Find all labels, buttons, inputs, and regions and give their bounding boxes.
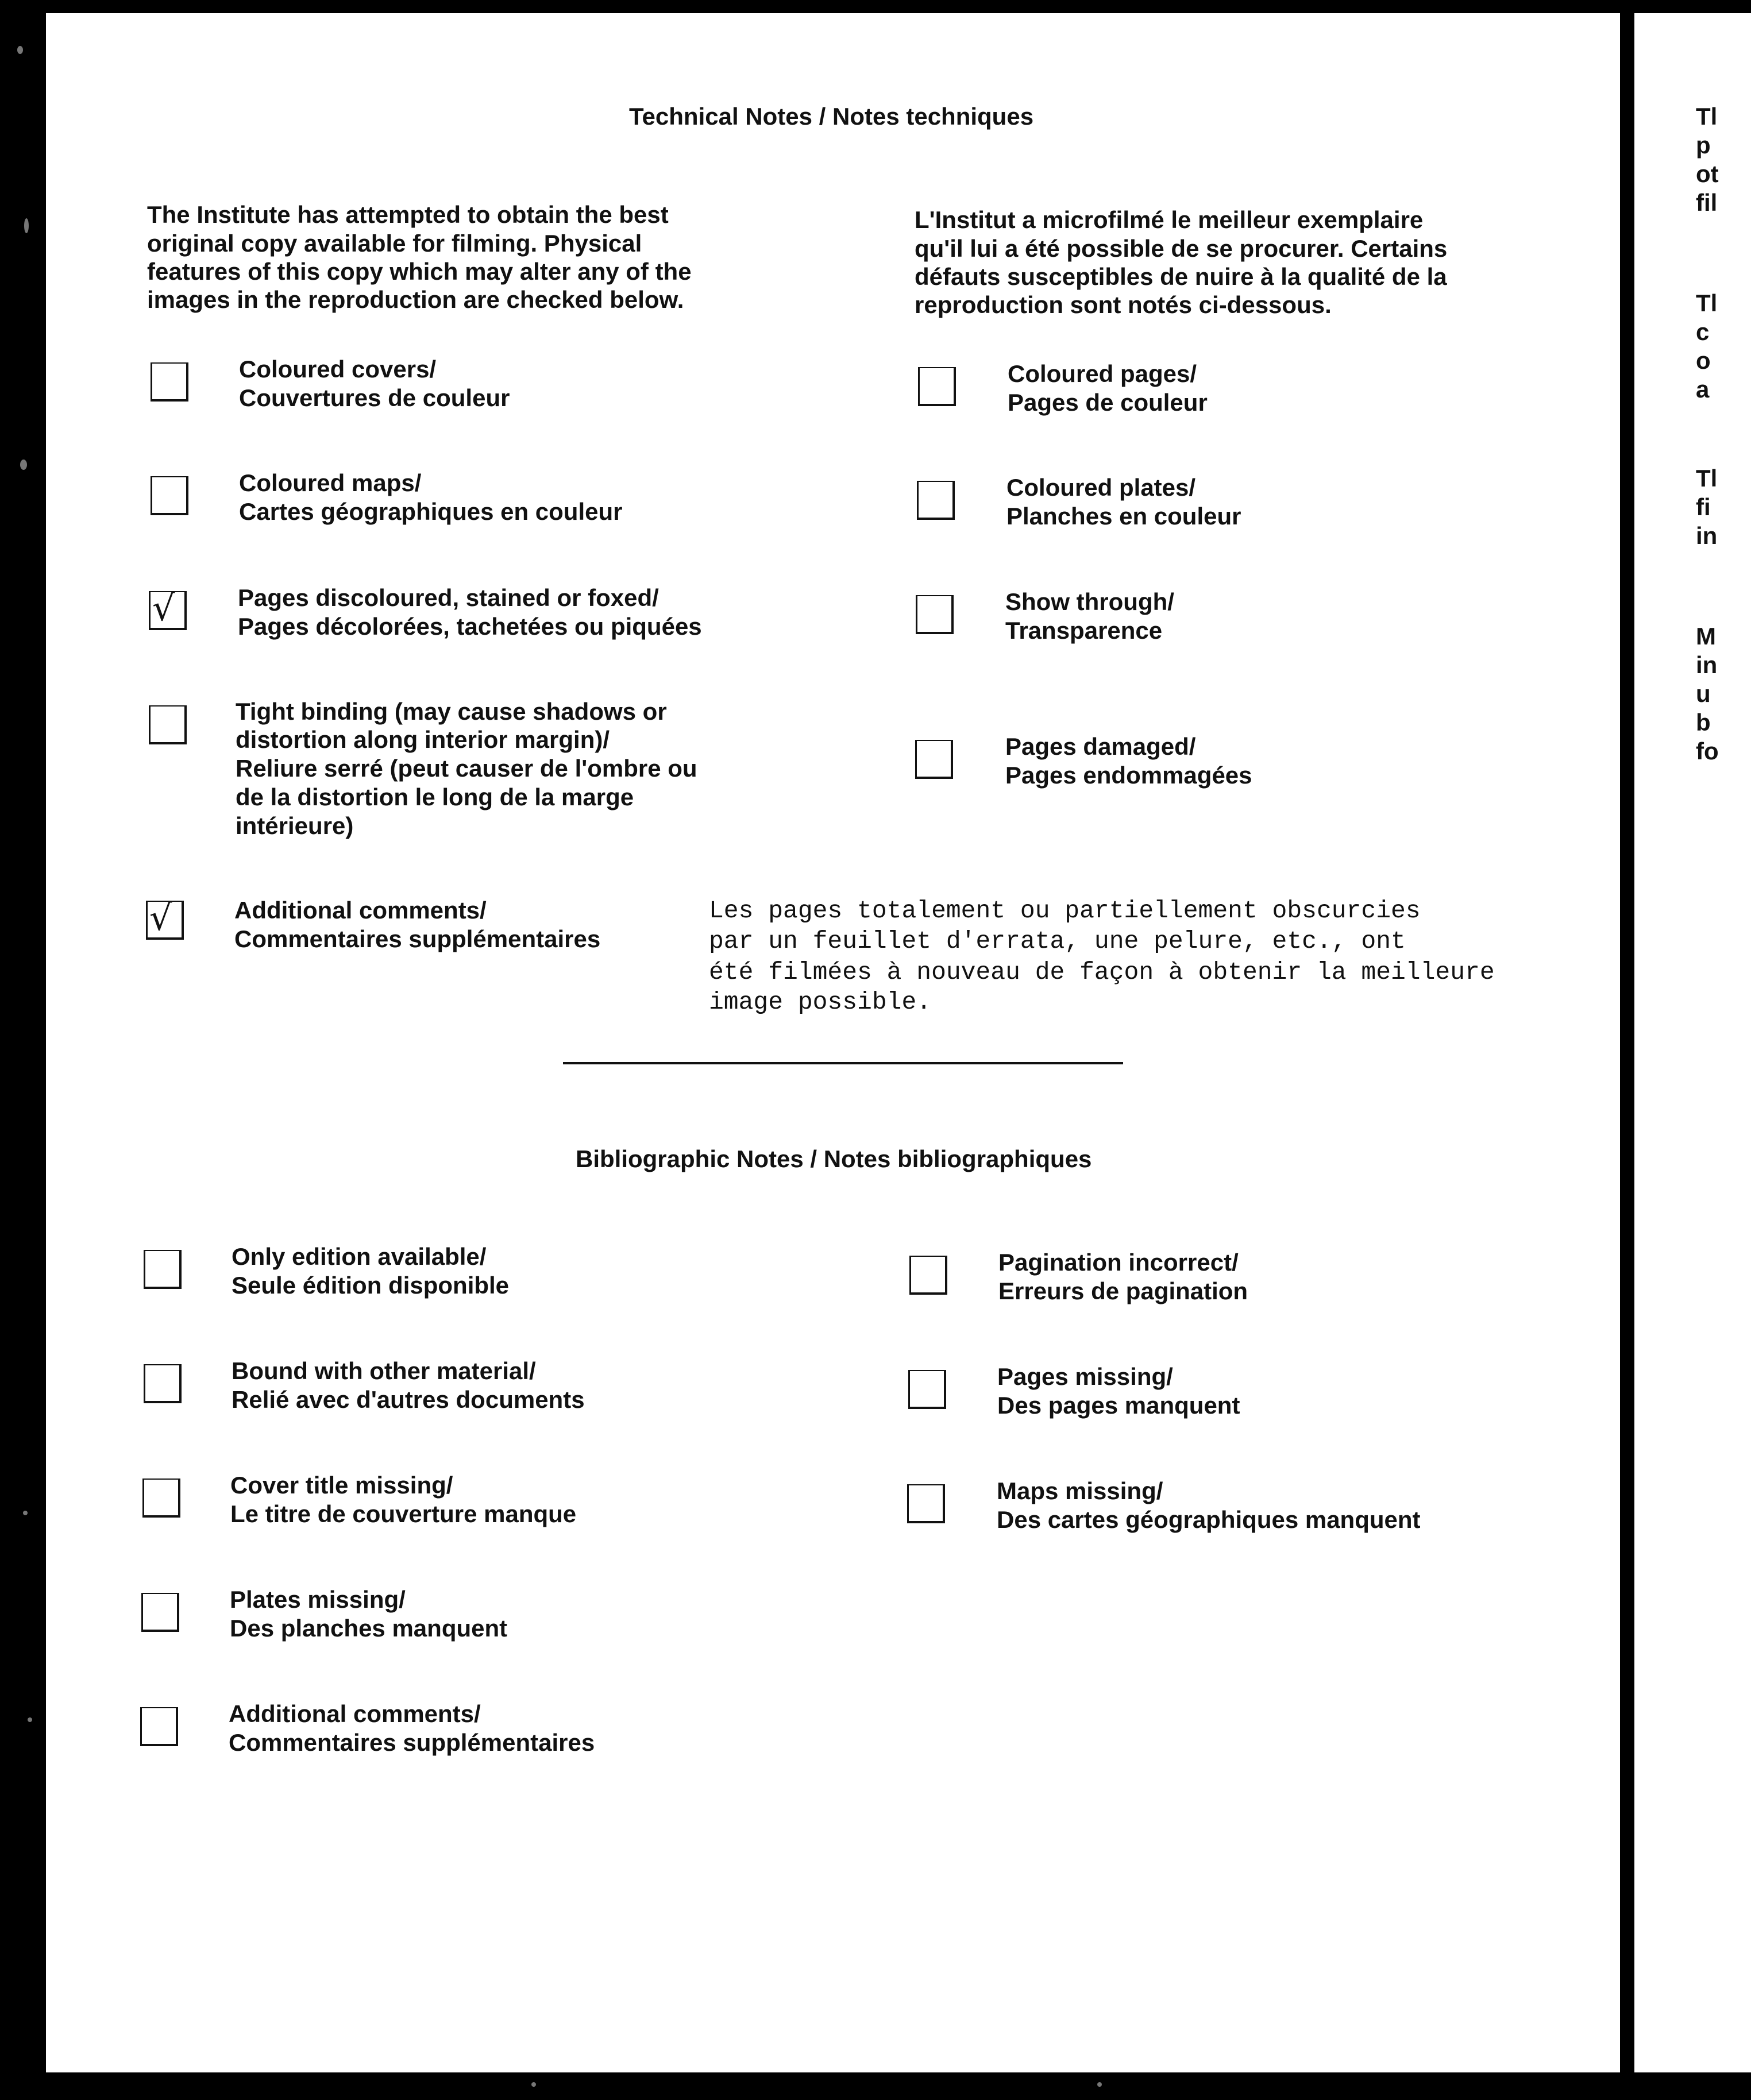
item-label: Relié avec d'autres documents — [232, 1386, 585, 1413]
item-label: Pages décolorées, tachetées ou piquées — [238, 613, 702, 640]
checkbox[interactable] — [907, 1484, 945, 1523]
item-label: Bound with other material/ — [232, 1357, 536, 1384]
technical-notes-heading: Technical Notes / Notes techniques — [629, 103, 1034, 130]
text-fragment: b — [1696, 709, 1711, 736]
comment-line: par un feuillet d'errata, une pelure, etc., ont — [709, 927, 1406, 955]
item-label: Coloured covers/ — [239, 356, 437, 383]
item-label: Commentaires supplémentaires — [234, 925, 601, 952]
adjacent-page-strip — [1634, 13, 1751, 2072]
checkbox[interactable] — [142, 1479, 180, 1518]
item-label: Reliure serré (peut causer de l'ombre ou — [236, 755, 697, 782]
item-label: Additional comments/ — [234, 897, 487, 924]
text-fragment: c — [1696, 318, 1710, 345]
item-label: Pages discoloured, stained or foxed/ — [238, 584, 659, 611]
item-label: Seule édition disponible — [232, 1272, 510, 1299]
scan-speck — [20, 460, 27, 470]
text-fragment: fil — [1696, 189, 1718, 216]
checkbox[interactable] — [149, 705, 187, 744]
item-label: Commentaires supplémentaires — [229, 1729, 595, 1756]
comment-line: été filmées à nouveau de façon à obtenir la meilleure — [709, 958, 1495, 986]
scan-speck — [1097, 2082, 1102, 2087]
checkbox[interactable] — [916, 595, 954, 634]
text-fragment: u — [1696, 680, 1711, 707]
item-label: Des planches manquent — [230, 1615, 508, 1642]
checkbox[interactable] — [917, 481, 955, 520]
item-label: Cartes géographiques en couleur — [239, 498, 623, 525]
intro-en-line: images in the reproduction are checked below. — [147, 286, 684, 313]
item-label: Pages de couleur — [1008, 389, 1208, 416]
item-label: Pages damaged/ — [1005, 733, 1196, 760]
item-label: Des cartes géographiques manquent — [997, 1506, 1421, 1533]
intro-en-line: original copy available for filming. Physical — [147, 230, 642, 257]
text-fragment: in — [1696, 651, 1718, 678]
item-label: Erreurs de pagination — [998, 1277, 1248, 1304]
item-label: Show through/ — [1005, 588, 1174, 615]
item-label: Couvertures de couleur — [239, 384, 510, 411]
checkbox[interactable] — [144, 1250, 182, 1289]
checkbox[interactable] — [918, 367, 956, 406]
item-label: Tight binding (may cause shadows or — [236, 698, 667, 725]
item-label: Coloured pages/ — [1008, 360, 1197, 387]
checkbox[interactable] — [141, 1593, 179, 1632]
item-label: de la distortion le long de la marge — [236, 783, 634, 810]
bibliographic-notes-heading: Bibliographic Notes / Notes bibliographiques — [576, 1145, 1092, 1172]
item-label: Additional comments/ — [229, 1700, 481, 1727]
checkbox[interactable] — [144, 1364, 182, 1403]
item-label: distortion along interior margin)/ — [236, 726, 610, 753]
document-page — [46, 13, 1620, 2072]
text-fragment: fi — [1696, 493, 1711, 520]
checkbox[interactable] — [908, 1370, 946, 1409]
checkbox[interactable] — [915, 740, 953, 779]
item-label: Pagination incorrect/ — [998, 1249, 1239, 1276]
item-label: Planches en couleur — [1006, 503, 1241, 530]
intro-fr-line: L'Institut a microfilmé le meilleur exemplaire — [915, 206, 1424, 233]
comment-line: Les pages totalement ou partiellement obscurcies — [709, 897, 1421, 925]
checkbox[interactable] — [151, 362, 188, 402]
item-label: Pages endommagées — [1005, 762, 1252, 789]
text-fragment: Tl — [1696, 103, 1718, 130]
checkbox[interactable] — [909, 1256, 947, 1295]
text-fragment: a — [1696, 376, 1710, 403]
intro-en-line: features of this copy which may alter any of the — [147, 258, 692, 285]
item-label: Maps missing/ — [997, 1477, 1163, 1504]
item-label: Coloured maps/ — [239, 469, 422, 496]
item-label: Only edition available/ — [232, 1243, 487, 1270]
intro-en-line: The Institute has attempted to obtain the best — [147, 201, 669, 228]
item-label: Des pages manquent — [997, 1392, 1240, 1419]
intro-fr-line: défauts susceptibles de nuire à la qualité de la — [915, 263, 1447, 290]
scan-speck — [531, 2082, 536, 2087]
intro-fr-line: reproduction sont notés ci-dessous. — [915, 291, 1332, 318]
item-label: intérieure) — [236, 812, 354, 839]
scan-speck — [17, 46, 23, 54]
checkbox[interactable] — [140, 1707, 178, 1746]
checkbox-checked[interactable] — [146, 897, 184, 940]
text-fragment: ot — [1696, 160, 1719, 187]
text-fragment: o — [1696, 347, 1711, 374]
item-label: Plates missing/ — [230, 1586, 406, 1613]
checkbox[interactable] — [151, 476, 188, 515]
scan-speck — [23, 1511, 28, 1515]
text-fragment: in — [1696, 522, 1718, 549]
comment-line: image possible. — [709, 988, 932, 1016]
checkmark-icon: √ — [149, 897, 172, 939]
intro-fr-line: qu'il lui a été possible de se procurer. Certains — [915, 235, 1448, 262]
text-fragment: Tl — [1696, 289, 1718, 316]
checkbox-checked[interactable] — [149, 587, 187, 630]
scan-speck — [28, 1717, 32, 1722]
text-fragment: p — [1696, 132, 1711, 159]
text-fragment: fo — [1696, 738, 1719, 765]
text-fragment: Tl — [1696, 465, 1718, 492]
item-label: Pages missing/ — [997, 1363, 1173, 1390]
section-divider — [563, 1062, 1123, 1064]
item-label: Le titre de couverture manque — [230, 1500, 577, 1527]
scan-speck — [24, 218, 29, 233]
item-label: Cover title missing/ — [230, 1472, 453, 1499]
text-fragment: M — [1696, 623, 1716, 650]
checkmark-icon: √ — [152, 587, 175, 629]
item-label: Transparence — [1005, 617, 1163, 644]
item-label: Coloured plates/ — [1006, 474, 1196, 501]
